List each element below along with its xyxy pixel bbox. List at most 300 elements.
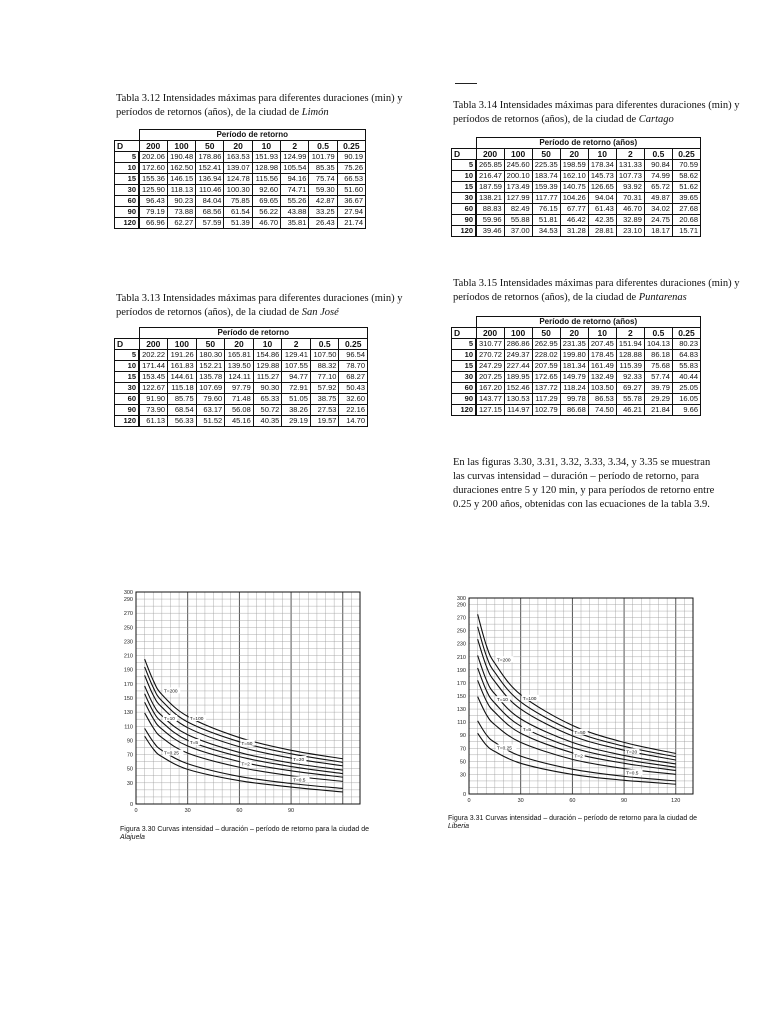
intensity-cell: 39.46 bbox=[476, 226, 504, 237]
duration-cell: 15 bbox=[115, 174, 140, 185]
series-label: T=0.5 bbox=[293, 778, 306, 784]
table-corner-cell bbox=[452, 317, 477, 328]
intensity-cell: 92.33 bbox=[616, 372, 644, 383]
period-column-header: 0.25 bbox=[672, 328, 700, 339]
caption-text: Tabla 3.15 Intensidades máximas para diferentes duraciones (min) y períodos de retornos (años), de la ciudad de bbox=[453, 278, 740, 303]
table-row bbox=[115, 361, 368, 372]
table-tabla-3-14 bbox=[451, 137, 701, 237]
intensity-cell: 178.86 bbox=[196, 152, 224, 163]
intensity-cell: 34.53 bbox=[532, 226, 560, 237]
period-column-header: 10 bbox=[253, 339, 282, 350]
intensity-cell: 51.81 bbox=[532, 215, 560, 226]
y-tick-label: 50 bbox=[126, 766, 133, 773]
intensity-cell: 227.44 bbox=[504, 361, 532, 372]
intensity-cell: 100.30 bbox=[224, 185, 252, 196]
intensity-cell: 190.48 bbox=[167, 152, 195, 163]
intensity-cell: 46.42 bbox=[560, 215, 588, 226]
intensity-cell: 37.00 bbox=[504, 226, 532, 237]
intensity-cell: 101.79 bbox=[309, 152, 337, 163]
y-tick-label: 70 bbox=[126, 752, 133, 759]
table-row bbox=[452, 204, 701, 215]
series-label: T=5 bbox=[522, 728, 532, 734]
caption-tabla-3-13 bbox=[116, 292, 416, 320]
y-tick-label: 130 bbox=[123, 710, 133, 717]
intensity-cell: 64.83 bbox=[672, 350, 700, 361]
y-tick-label: 290 bbox=[456, 602, 466, 609]
period-column-header: 50 bbox=[532, 149, 560, 160]
table-corner-cell bbox=[452, 138, 477, 149]
intensity-cell: 61.43 bbox=[588, 204, 616, 215]
intensity-cell: 20.68 bbox=[672, 215, 700, 226]
intensity-cell: 51.60 bbox=[337, 185, 365, 196]
series-label: T=10 bbox=[163, 717, 175, 723]
intensity-cell: 115.56 bbox=[252, 174, 280, 185]
series-label: T=2 bbox=[574, 754, 583, 760]
intensity-cell: 97.79 bbox=[225, 383, 254, 394]
intensity-cell: 180.30 bbox=[196, 350, 225, 361]
intensity-cell: 43.88 bbox=[281, 207, 309, 218]
series-label: T=0.5 bbox=[626, 771, 639, 777]
intensity-cell: 136.94 bbox=[196, 174, 224, 185]
period-column-header: 100 bbox=[504, 328, 532, 339]
y-tick-label: 110 bbox=[124, 724, 133, 731]
intensity-cell: 55.83 bbox=[672, 361, 700, 372]
intensity-cell: 249.37 bbox=[504, 350, 532, 361]
x-tick-label: 0 bbox=[134, 808, 138, 814]
intensity-cell: 67.77 bbox=[560, 204, 588, 215]
intensity-cell: 66.53 bbox=[337, 174, 365, 185]
intensity-cell: 59.30 bbox=[309, 185, 337, 196]
intensity-cell: 39.79 bbox=[644, 383, 672, 394]
table-header-row bbox=[115, 328, 368, 339]
y-tick-label: 50 bbox=[459, 759, 466, 766]
intensity-cell: 45.16 bbox=[225, 416, 254, 427]
table-row bbox=[452, 215, 701, 226]
intensity-cell: 94.04 bbox=[588, 193, 616, 204]
intensity-cell: 146.15 bbox=[167, 174, 195, 185]
intensity-cell: 34.02 bbox=[644, 204, 672, 215]
table-header-row bbox=[452, 138, 701, 149]
period-column-header: 20 bbox=[560, 149, 588, 160]
period-column-header: 2 bbox=[616, 328, 644, 339]
intensity-cell: 143.77 bbox=[476, 394, 504, 405]
duration-cell: 90 bbox=[452, 394, 477, 405]
intensity-cell: 155.36 bbox=[139, 174, 167, 185]
intensity-cell: 105.54 bbox=[281, 163, 309, 174]
intensity-cell: 107.73 bbox=[616, 171, 644, 182]
table-tabla-3-13 bbox=[114, 327, 368, 427]
intensity-cell: 178.45 bbox=[588, 350, 616, 361]
caption-city: Limón bbox=[301, 107, 329, 118]
intensity-cell: 70.59 bbox=[672, 160, 700, 171]
intensity-cell: 42.35 bbox=[588, 215, 616, 226]
duration-cell: 90 bbox=[115, 405, 140, 416]
duration-cell: 30 bbox=[452, 372, 477, 383]
intensity-cell: 202.22 bbox=[139, 350, 168, 361]
intensity-cell: 173.49 bbox=[504, 182, 532, 193]
intensity-cell: 61.54 bbox=[224, 207, 252, 218]
x-tick-label: 90 bbox=[621, 798, 628, 804]
intensity-cell: 114.97 bbox=[504, 405, 532, 416]
y-tick-label: 230 bbox=[123, 639, 133, 646]
y-tick-label: 170 bbox=[123, 681, 133, 688]
intensity-cell: 154.86 bbox=[253, 350, 282, 361]
intensity-cell: 38.26 bbox=[282, 405, 311, 416]
intensity-cell: 161.83 bbox=[168, 361, 197, 372]
series-label: T=5 bbox=[189, 741, 199, 747]
intensity-cell: 68.54 bbox=[168, 405, 197, 416]
figure-3-30-caption bbox=[120, 826, 390, 842]
series-label: T=20 bbox=[626, 750, 638, 756]
series-label: T=50 bbox=[574, 730, 586, 736]
y-tick-label: 270 bbox=[123, 611, 133, 618]
intensity-cell: 145.73 bbox=[588, 171, 616, 182]
intensity-cell: 73.90 bbox=[139, 405, 168, 416]
intensity-cell: 86.18 bbox=[644, 350, 672, 361]
series-label: T=100 bbox=[189, 717, 204, 723]
intensity-cell: 172.65 bbox=[532, 372, 560, 383]
intensity-cell: 161.49 bbox=[588, 361, 616, 372]
intensity-cell: 117.29 bbox=[532, 394, 560, 405]
caption-city: San José bbox=[301, 307, 339, 318]
intensity-cell: 15.71 bbox=[672, 226, 700, 237]
intensity-cell: 171.44 bbox=[139, 361, 168, 372]
intensity-cell: 25.05 bbox=[672, 383, 700, 394]
series-label: T=100 bbox=[522, 696, 537, 702]
period-column-header: 20 bbox=[225, 339, 254, 350]
intensity-cell: 14.70 bbox=[339, 416, 368, 427]
caption-city: Cartago bbox=[638, 114, 674, 125]
y-tick-label: 300 bbox=[456, 596, 466, 602]
intensity-cell: 29.19 bbox=[282, 416, 311, 427]
intensity-cell: 38.75 bbox=[310, 394, 339, 405]
duration-cell: 60 bbox=[452, 383, 477, 394]
intensity-cell: 58.62 bbox=[672, 171, 700, 182]
intensity-cell: 207.25 bbox=[476, 372, 504, 383]
duration-cell: 60 bbox=[115, 394, 140, 405]
intensity-cell: 247.29 bbox=[476, 361, 504, 372]
duration-column-header: D bbox=[452, 328, 477, 339]
chart-grid bbox=[136, 592, 360, 804]
table-row bbox=[115, 185, 366, 196]
table-row bbox=[115, 152, 366, 163]
table-row bbox=[115, 394, 368, 405]
intensity-cell: 140.75 bbox=[560, 182, 588, 193]
intensity-cell: 75.68 bbox=[644, 361, 672, 372]
table-row bbox=[452, 182, 701, 193]
intensity-cell: 96.43 bbox=[139, 196, 167, 207]
intensity-cell: 92.60 bbox=[252, 185, 280, 196]
intensity-cell: 245.60 bbox=[504, 160, 532, 171]
table-periods-row bbox=[452, 149, 701, 160]
intensity-cell: 69.65 bbox=[252, 196, 280, 207]
intensity-cell: 172.60 bbox=[139, 163, 167, 174]
period-column-header: 0.5 bbox=[644, 149, 672, 160]
intensity-cell: 122.67 bbox=[139, 383, 168, 394]
intensity-cell: 80.23 bbox=[672, 339, 700, 350]
body-paragraph: En las figuras 3.30, 3.31, 3.32, 3.33, 3.34, y 3.35 se muestran las curvas intensidad – duración – período de retorno, para duraciones entre 5 y 120 min, y para períodos de retorno entre 0.25 y 200 años, obtenidas con las ecuaciones de la tabla 3.9. bbox=[453, 457, 715, 510]
period-column-header: 100 bbox=[168, 339, 197, 350]
intensity-cell: 149.79 bbox=[560, 372, 588, 383]
duration-column-header: D bbox=[115, 339, 140, 350]
intensity-cell: 139.50 bbox=[225, 361, 254, 372]
intensity-cell: 66.96 bbox=[139, 218, 167, 229]
caption-city: Puntarenas bbox=[638, 292, 687, 303]
intensity-cell: 207.59 bbox=[532, 361, 560, 372]
table-periods-row bbox=[115, 141, 366, 152]
intensity-cell: 82.49 bbox=[504, 204, 532, 215]
intensity-cell: 153.45 bbox=[139, 372, 168, 383]
intensity-cell: 130.53 bbox=[504, 394, 532, 405]
period-column-header: 2 bbox=[616, 149, 644, 160]
intensity-cell: 200.10 bbox=[504, 171, 532, 182]
y-tick-label: 250 bbox=[123, 625, 133, 632]
table-tabla-3-12 bbox=[114, 129, 366, 229]
period-column-header: 20 bbox=[560, 328, 588, 339]
y-tick-label: 0 bbox=[129, 802, 133, 808]
intensity-cell: 26.43 bbox=[309, 218, 337, 229]
intensity-cell: 79.19 bbox=[139, 207, 167, 218]
table-row bbox=[115, 174, 366, 185]
intensity-cell: 118.24 bbox=[560, 383, 588, 394]
series-label: T=0.25 bbox=[163, 751, 179, 757]
intensity-cell: 18.17 bbox=[644, 226, 672, 237]
intensity-cell: 55.26 bbox=[281, 196, 309, 207]
y-tick-label: 110 bbox=[457, 720, 466, 727]
intensity-cell: 162.10 bbox=[560, 171, 588, 182]
series-label: T=20 bbox=[293, 758, 305, 764]
intensity-cell: 181.34 bbox=[560, 361, 588, 372]
intensity-cell: 93.92 bbox=[616, 182, 644, 193]
intensity-cell: 117.77 bbox=[532, 193, 560, 204]
y-tick-label: 0 bbox=[462, 792, 466, 798]
intensity-cell: 115.27 bbox=[253, 372, 282, 383]
figure-caption-text: Figura 3.31 Curvas intensidad – duración – período de retorno para la ciudad de bbox=[448, 815, 698, 822]
period-header: Período de retorno bbox=[139, 130, 366, 141]
table-periods-row bbox=[452, 328, 701, 339]
y-tick-label: 210 bbox=[123, 653, 133, 660]
intensity-cell: 55.78 bbox=[616, 394, 644, 405]
intensity-cell: 124.99 bbox=[281, 152, 309, 163]
intensity-cell: 32.89 bbox=[616, 215, 644, 226]
intensity-cell: 46.70 bbox=[616, 204, 644, 215]
y-tick-label: 250 bbox=[456, 628, 466, 635]
intensity-cell: 19.57 bbox=[310, 416, 339, 427]
period-column-header: 0.5 bbox=[644, 328, 672, 339]
intensity-cell: 199.80 bbox=[560, 350, 588, 361]
y-tick-label: 90 bbox=[126, 738, 133, 745]
intensity-cell: 225.35 bbox=[532, 160, 560, 171]
table-periods-row bbox=[115, 339, 368, 350]
intensity-cell: 46.70 bbox=[252, 218, 280, 229]
intensity-cell: 129.41 bbox=[282, 350, 311, 361]
intensity-cell: 27.53 bbox=[310, 405, 339, 416]
x-tick-label: 90 bbox=[288, 808, 295, 814]
x-tick-label: 120 bbox=[671, 798, 681, 804]
intensity-cell: 286.86 bbox=[504, 339, 532, 350]
table-row bbox=[115, 207, 366, 218]
intensity-cell: 216.47 bbox=[476, 171, 504, 182]
intensity-cell: 198.59 bbox=[560, 160, 588, 171]
intensity-cell: 74.99 bbox=[644, 171, 672, 182]
series-line bbox=[145, 713, 343, 782]
y-tick-label: 150 bbox=[456, 694, 466, 700]
intensity-cell: 90.19 bbox=[337, 152, 365, 163]
table-row bbox=[452, 193, 701, 204]
intensity-cell: 159.39 bbox=[532, 182, 560, 193]
intensity-cell: 178.34 bbox=[588, 160, 616, 171]
intensity-cell: 139.07 bbox=[224, 163, 252, 174]
intensity-cell: 107.50 bbox=[310, 350, 339, 361]
duration-cell: 120 bbox=[452, 226, 477, 237]
duration-cell: 30 bbox=[115, 185, 140, 196]
intensity-cell: 135.78 bbox=[196, 372, 225, 383]
table-row bbox=[452, 383, 701, 394]
period-header: Período de retorno (años) bbox=[476, 317, 701, 328]
intensity-cell: 51.52 bbox=[196, 416, 225, 427]
y-tick-label: 70 bbox=[459, 746, 466, 753]
intensity-cell: 31.28 bbox=[560, 226, 588, 237]
intensity-cell: 107.69 bbox=[196, 383, 225, 394]
intensity-cell: 137.72 bbox=[532, 383, 560, 394]
duration-cell: 15 bbox=[115, 372, 140, 383]
table-header-row bbox=[452, 317, 701, 328]
intensity-cell: 128.98 bbox=[252, 163, 280, 174]
intensity-cell: 131.33 bbox=[616, 160, 644, 171]
intensity-cell: 33.25 bbox=[309, 207, 337, 218]
series-label: T=200 bbox=[496, 658, 511, 664]
table-row bbox=[452, 394, 701, 405]
intensity-cell: 132.49 bbox=[588, 372, 616, 383]
period-column-header: 0.25 bbox=[672, 149, 700, 160]
table-row bbox=[115, 372, 368, 383]
period-column-header: 200 bbox=[476, 149, 504, 160]
duration-cell: 10 bbox=[115, 361, 140, 372]
intensity-cell: 126.65 bbox=[588, 182, 616, 193]
x-tick-label: 0 bbox=[467, 798, 471, 804]
intensity-cell: 28.81 bbox=[588, 226, 616, 237]
intensity-cell: 96.54 bbox=[339, 350, 368, 361]
period-column-header: 200 bbox=[139, 339, 168, 350]
figure-caption-text: Figura 3.30 Curvas intensidad – duración – período de retorno para la ciudad de bbox=[120, 826, 370, 833]
duration-cell: 120 bbox=[115, 218, 140, 229]
duration-cell: 5 bbox=[452, 160, 477, 171]
intensity-cell: 270.72 bbox=[476, 350, 504, 361]
duration-cell: 120 bbox=[115, 416, 140, 427]
intensity-cell: 183.74 bbox=[532, 171, 560, 182]
intensity-cell: 78.70 bbox=[339, 361, 368, 372]
duration-cell: 90 bbox=[452, 215, 477, 226]
intensity-cell: 23.10 bbox=[616, 226, 644, 237]
intensity-cell: 62.27 bbox=[167, 218, 195, 229]
table-row bbox=[452, 339, 701, 350]
intensity-cell: 124.78 bbox=[224, 174, 252, 185]
x-tick-label: 60 bbox=[236, 808, 243, 814]
intensity-cell: 49.87 bbox=[644, 193, 672, 204]
intensity-cell: 56.22 bbox=[252, 207, 280, 218]
intensity-cell: 103.50 bbox=[588, 383, 616, 394]
period-column-header: 50 bbox=[532, 328, 560, 339]
caption-tabla-3-14 bbox=[453, 99, 753, 127]
table-row bbox=[452, 350, 701, 361]
intensity-cell: 110.46 bbox=[196, 185, 224, 196]
intensity-cell: 56.33 bbox=[168, 416, 197, 427]
caption-text: Tabla 3.12 Intensidades máximas para diferentes duraciones (min) y períodos de retornos (años), de la ciudad de bbox=[116, 93, 403, 118]
caption-text: Tabla 3.14 Intensidades máximas para diferentes duraciones (min) y períodos de retornos (años), de la ciudad de bbox=[453, 100, 740, 125]
intensity-cell: 128.88 bbox=[616, 350, 644, 361]
intensity-cell: 104.26 bbox=[560, 193, 588, 204]
intensity-cell: 27.94 bbox=[337, 207, 365, 218]
table-corner-cell bbox=[115, 328, 140, 339]
duration-column-header: D bbox=[452, 149, 477, 160]
period-column-header: 0.5 bbox=[310, 339, 339, 350]
intensity-cell: 85.75 bbox=[168, 394, 197, 405]
intensity-cell: 129.88 bbox=[253, 361, 282, 372]
duration-cell: 30 bbox=[452, 193, 477, 204]
intensity-cell: 90.30 bbox=[253, 383, 282, 394]
intensity-cell: 57.74 bbox=[644, 372, 672, 383]
intensity-cell: 76.15 bbox=[532, 204, 560, 215]
caption-tabla-3-12 bbox=[116, 92, 416, 120]
intensity-cell: 231.35 bbox=[560, 339, 588, 350]
intensity-cell: 40.35 bbox=[253, 416, 282, 427]
period-column-header: 200 bbox=[476, 328, 504, 339]
intensity-cell: 107.55 bbox=[282, 361, 311, 372]
duration-cell: 5 bbox=[452, 339, 477, 350]
table-tabla-3-15 bbox=[451, 316, 701, 416]
intensity-cell: 55.88 bbox=[504, 215, 532, 226]
intensity-cell: 24.75 bbox=[644, 215, 672, 226]
table-row bbox=[115, 163, 366, 174]
intensity-cell: 21.84 bbox=[644, 405, 672, 416]
y-tick-label: 300 bbox=[123, 590, 133, 596]
intensity-cell: 90.84 bbox=[644, 160, 672, 171]
period-column-header: 0.5 bbox=[309, 141, 337, 152]
y-tick-label: 130 bbox=[456, 707, 466, 714]
y-tick-label: 270 bbox=[456, 615, 466, 622]
duration-cell: 90 bbox=[115, 207, 140, 218]
intensity-cell: 46.21 bbox=[616, 405, 644, 416]
y-tick-label: 190 bbox=[456, 667, 466, 674]
intensity-cell: 39.65 bbox=[672, 193, 700, 204]
top-dash bbox=[455, 83, 477, 84]
caption-tabla-3-15 bbox=[453, 277, 753, 305]
table-row bbox=[115, 383, 368, 394]
duration-cell: 120 bbox=[452, 405, 477, 416]
period-column-header: 0.25 bbox=[337, 141, 365, 152]
intensity-cell: 202.06 bbox=[139, 152, 167, 163]
x-tick-label: 30 bbox=[517, 798, 524, 804]
intensity-cell: 57.59 bbox=[196, 218, 224, 229]
x-tick-label: 30 bbox=[184, 808, 191, 814]
duration-cell: 10 bbox=[115, 163, 140, 174]
table-row bbox=[115, 196, 366, 207]
duration-cell: 10 bbox=[452, 171, 477, 182]
intensity-cell: 152.46 bbox=[504, 383, 532, 394]
intensity-cell: 72.91 bbox=[282, 383, 311, 394]
intensity-cell: 32.60 bbox=[339, 394, 368, 405]
intensity-cell: 207.45 bbox=[588, 339, 616, 350]
intensity-cell: 144.61 bbox=[168, 372, 197, 383]
intensity-cell: 127.99 bbox=[504, 193, 532, 204]
y-tick-label: 190 bbox=[123, 667, 133, 674]
period-column-header: 2 bbox=[281, 141, 309, 152]
intensity-cell: 162.50 bbox=[167, 163, 195, 174]
duration-cell: 15 bbox=[452, 182, 477, 193]
intensity-cell: 115.39 bbox=[616, 361, 644, 372]
y-tick-label: 290 bbox=[123, 597, 133, 604]
intensity-cell: 151.93 bbox=[252, 152, 280, 163]
